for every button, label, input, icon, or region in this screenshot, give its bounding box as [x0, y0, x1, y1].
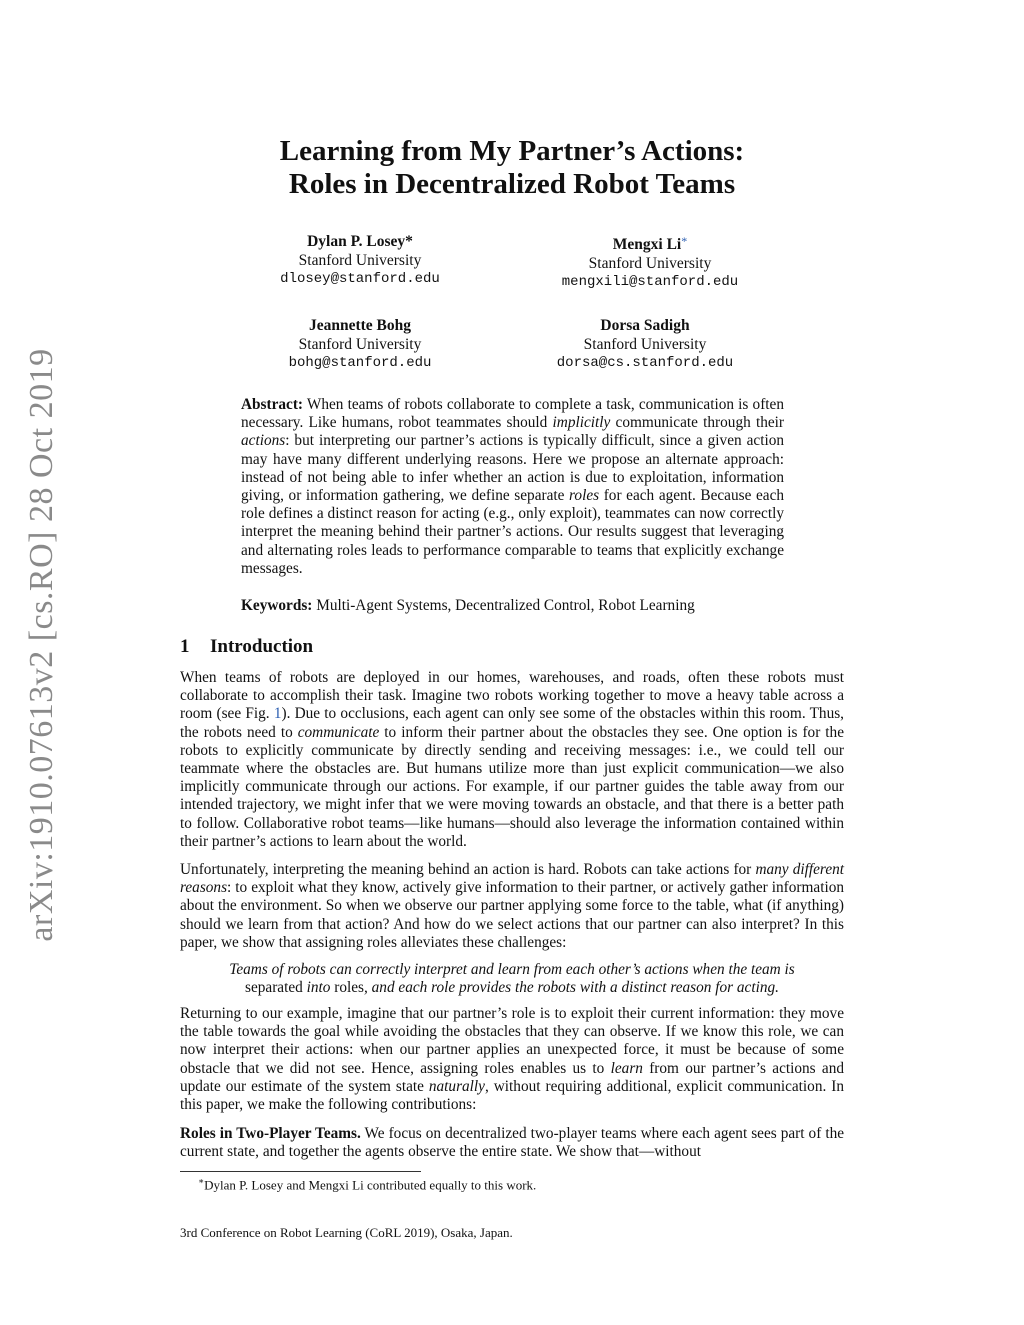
- equal-contribution-marker[interactable]: *: [681, 234, 688, 248]
- section-heading: [180, 636, 313, 658]
- paragraph-text: from our partner’s actions and update our estimate of the system state: [180, 1059, 845, 1095]
- author-affiliation: Stanford University: [583, 336, 707, 353]
- quote-upright-word: separated: [245, 979, 303, 997]
- paragraph-text: When teams of robots are deployed in our homes, warehouses, and roads, often these robots must collaborate to accomplish their task. Imagine two robots working together to move a heavy table across a room (see Fig.: [180, 669, 844, 723]
- key-claim-quote: [190, 961, 834, 997]
- author-block: [510, 232, 790, 292]
- footnote: [198, 1176, 536, 1193]
- abstract-label: Abstract:: [241, 396, 304, 413]
- arxiv-identifier: arXiv:1910.07613v2 [cs.RO] 28 Oct 2019: [23, 348, 60, 942]
- paragraph-emphasis: many different reasons: [180, 861, 845, 897]
- paragraph-emphasis: naturally: [428, 1077, 485, 1095]
- section-title: Introduction: [210, 636, 314, 657]
- title-line-2: Roles in Decentralized Robot Teams: [288, 168, 736, 200]
- conference-venue: 3rd Conference on Robot Learning (CoRL 2019), Osaka, Japan.: [180, 1225, 513, 1240]
- author-name: Dorsa Sadigh: [600, 317, 690, 334]
- footnote-text: Dylan P. Losey and Mengxi Li contributed equally to this work.: [204, 1177, 537, 1193]
- author-email[interactable]: dorsa@cs.stanford.edu: [556, 355, 734, 371]
- author-email[interactable]: mengxili@stanford.edu: [561, 274, 739, 290]
- keywords-label: Keywords:: [241, 597, 313, 614]
- paragraph-text: , without requiring additional, explicit communication. In this paper, we make the following contributions:: [180, 1077, 845, 1114]
- author-block: [220, 316, 500, 373]
- keywords: [241, 597, 784, 615]
- abstract: [241, 396, 784, 578]
- keywords-text: Multi-Agent Systems, Decentralized Control, Robot Learning: [312, 597, 695, 614]
- paragraph-text: to inform their partner about the obstacles they see. One option is for the robots to explicitly communicate by directly sending and receiving messages: i.e., we could tell our teammate where the obstacles are. But humans utilize more than just explicit communication—we also implicitly communicate through our actions. For example, if our partner guides the table away from our intended trajectory, we might infer that we were moving towards an obstacle, and that there is a better path to follow. Collaborative robot teams—like humans—should also leverage the information contained within their partner’s actions to learn about the world.: [180, 723, 844, 850]
- footnote-marker: ∗: [198, 1176, 205, 1186]
- author-block: [220, 232, 500, 289]
- author-name: Jeannette Bohg: [308, 317, 412, 334]
- author-name: Mengxi Li*: [612, 234, 688, 253]
- intro-paragraph-3: [180, 1005, 844, 1114]
- paragraph-emphasis: communicate: [297, 723, 380, 741]
- paragraph-text: ). Due to occlusions, each agent can only see some of the obstacles within this room. Thus, the robots need to: [180, 705, 845, 741]
- quote-upright-word: roles: [334, 979, 364, 997]
- footnote-divider: [180, 1171, 421, 1172]
- author-affiliation: Stanford University: [588, 255, 712, 272]
- abstract-text: : but interpreting our partner’s actions is typically difficult, since a given action may have many different underlying reasons. Here we propose an alternate approach: instead of not being able to infer whether an action is due to exploitation, information giving, or information gathering, we define separate: [241, 432, 784, 505]
- author-affiliation: Stanford University: [298, 336, 422, 353]
- section-number: 1: [180, 636, 190, 657]
- paragraph-text: : to exploit what they know, actively give information to their partner, or actively gather information about the environment. So when we observe our partner applying some force to the table, what (if anything) should we learn from that action? And how do we select actions that our partner can also interpret? In this paper, we show that assigning roles alleviates these challenges:: [180, 879, 844, 951]
- abstract-text: for each agent. Because each role defines a distinct reason for acting (e.g., only exploit), teammates can now correctly interpret the meaning behind their partner’s actions. Our results suggest that leveraging and alternating roles leads to performance comparable to teams that explicitly exchange messages.: [241, 487, 785, 577]
- paragraph-emphasis: learn: [610, 1059, 643, 1077]
- title-line-1: Learning from My Partner’s Actions:: [279, 135, 745, 167]
- quote-text: into: [302, 979, 335, 997]
- author-affiliation: Stanford University: [298, 252, 422, 269]
- intro-paragraph-2: [180, 861, 844, 952]
- figure-reference-link[interactable]: 1: [273, 705, 282, 723]
- author-email[interactable]: bohg@stanford.edu: [288, 355, 432, 371]
- quote-text: , and each role provides the robots with a distinct reason for acting.: [364, 979, 779, 997]
- quote-line-2: [190, 979, 834, 997]
- abstract-emphasis: actions: [241, 432, 286, 450]
- paper-title: [180, 135, 844, 201]
- intro-paragraph-1: [180, 669, 844, 851]
- author-email[interactable]: dlosey@stanford.edu: [280, 271, 440, 287]
- contribution-label: Roles in Two-Player Teams.: [180, 1125, 361, 1142]
- paragraph-text: Returning to our example, imagine that our partner’s role is to exploit their current information: they move the table towards the goal while avoiding the obstacles that they can observe. If we know this role, we can now interpret their actions: when our partner applies an unexpected force, it must be because of some obstacle that we did not see. Hence, assigning roles enables us to: [180, 1005, 844, 1077]
- paragraph-text: We focus on decentralized two-player teams where each agent sees part of the current state, and together the agents observe the entire state. We show that—without: [180, 1125, 845, 1161]
- abstract-emphasis: roles: [569, 487, 600, 505]
- author-name: Dylan P. Losey*: [307, 233, 413, 250]
- contribution-paragraph: [180, 1125, 844, 1161]
- abstract-emphasis: implicitly: [552, 414, 611, 432]
- paragraph-text: Unfortunately, interpreting the meaning behind an action is hard. Robots can take actions for: [180, 861, 756, 878]
- abstract-text: communicate through their: [610, 414, 784, 432]
- author-block: [505, 316, 785, 373]
- quote-line-1: Teams of robots can correctly interpret and learn from each other’s actions when the team is: [229, 961, 795, 978]
- abstract-text: When teams of robots collaborate to complete a task, communication is often necessary. Like humans, robot teammates should: [241, 396, 784, 432]
